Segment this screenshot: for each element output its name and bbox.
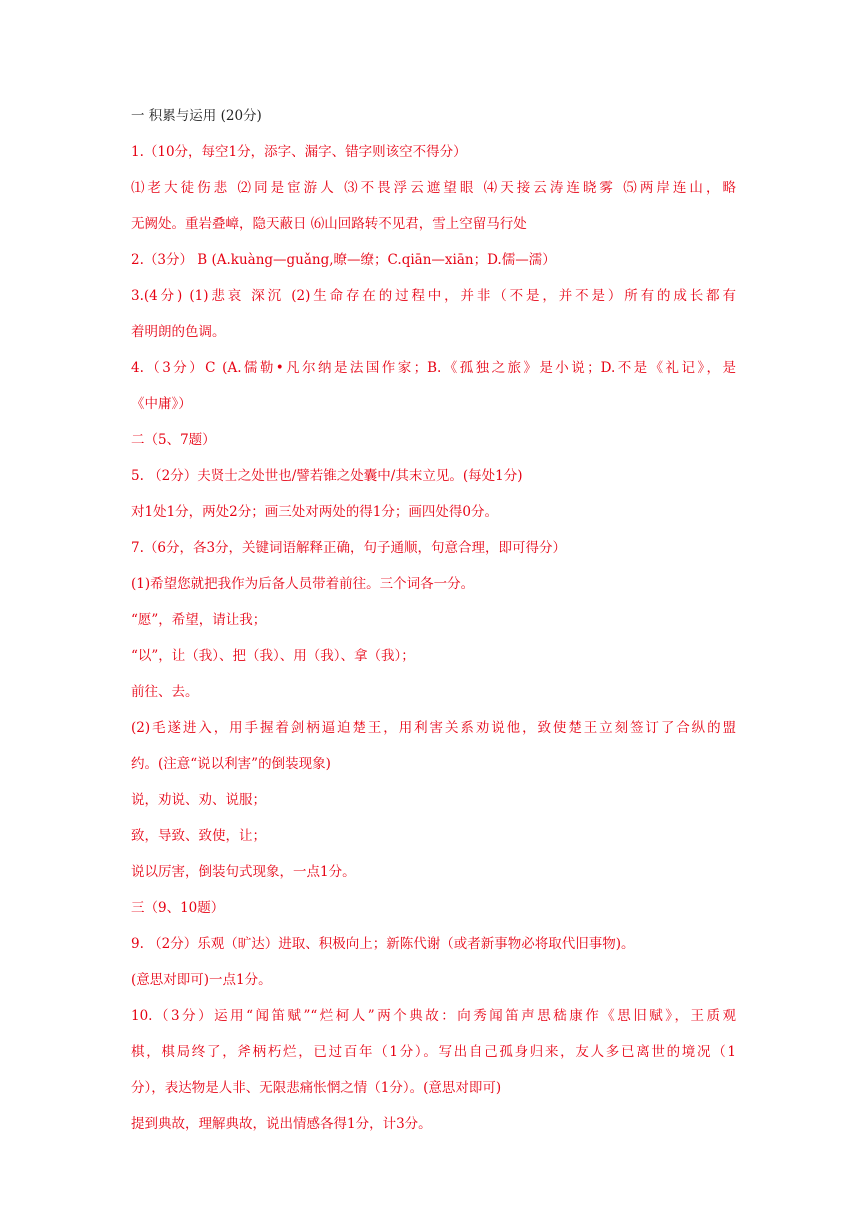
question-1-header: 1.（10分，每空1分，添字、漏字、错字则该空不得分）	[131, 144, 467, 160]
question-2-answer: 2.（3分） B (A.kuàng—guǎng,暸—缭；C.qiān—xiān；D.儒—濡）	[131, 252, 556, 268]
question-7-header: 7.（6分，各3分，关键词语解释正确，句子通顺，句意合理，即可得分）	[131, 540, 567, 556]
question-3-answer-line-1: 3.(4分) (1)悲哀 深沉 (2)生命存在的过程中，并非（不是，并不是）所有的成长都有	[131, 288, 736, 304]
question-5-scoring: 对1处1分，两处2分；画三处对两处的得1分；画四处得0分。	[131, 504, 498, 520]
question-7-part-1: (1)希望您就把我作为后备人员带着前往。三个词各一分。	[131, 576, 475, 592]
question-7-part-1-note-1: “愿”，希望，请让我；	[131, 612, 267, 628]
section-heading-1: 一 积累与运用 (20分)	[131, 108, 262, 124]
section-heading-3: 三（9、10题）	[131, 900, 225, 916]
section-heading-2: 二（5、7题）	[131, 432, 216, 448]
question-7-part-2-note-3: 说以厉害，倒装句式现象，一点1分。	[131, 864, 356, 880]
answer-key-content	[131, 106, 736, 1150]
question-7-part-1-note-2: “以”，让（我）、把（我）、用（我）、拿（我）；	[131, 648, 415, 664]
question-4-answer-line-2: 《中庸》）	[131, 396, 192, 412]
question-5-answer: 5. （2分）夫贤士之处世也/譬若锥之处囊中/其末立见。(每处1分)	[131, 468, 523, 484]
question-10-answer-line-3: 分），表达物是人非、无限悲痛怅惘之情（1分）。(意思对即可)	[131, 1080, 502, 1096]
question-1-answers-line-2: 无阙处。重岩叠嶂，隐天蔽日 ⑹山回路转不见君，雪上空留马行处	[131, 216, 527, 232]
question-7-part-1-note-3: 前往、去。	[131, 684, 199, 700]
question-1-answers-line-1: ⑴老大徒伤悲 ⑵同是宦游人 ⑶不畏浮云遮望眼 ⑷天接云涛连晓雾 ⑸两岸连山，略	[131, 180, 736, 196]
question-10-answer-line-2: 棋，棋局终了，斧柄朽烂，已过百年（1分）。写出自己孤身归来，友人多已离世的境况（1	[131, 1044, 736, 1060]
question-10-answer-line-1: 10.（3分）运用“闻笛赋”“烂柯人”两个典故：向秀闻笛声思嵇康作《思旧赋》，王质观	[131, 1008, 736, 1024]
question-7-part-2-line-2: 约。(注意“说以利害”的倒装现象)	[131, 756, 331, 772]
question-7-part-2-line-1: (2)毛遂进入，用手握着剑柄逼迫楚王，用利害关系劝说他，致使楚王立刻签订了合纵的盟	[131, 720, 736, 736]
question-9-scoring: (意思对即可)一点1分。	[131, 972, 272, 988]
question-7-part-2-note-1: 说，劝说、劝、说服；	[131, 792, 266, 808]
question-9-answer: 9. （2分）乐观（旷达）进取、积极向上；新陈代谢（或者新事物必将取代旧事物)。	[131, 936, 635, 952]
question-10-scoring: 提到典故，理解典故，说出情感各得1分，计3分。	[131, 1116, 432, 1132]
question-3-answer-line-2: 着明朗的色调。	[131, 324, 226, 340]
question-7-part-2-note-2: 致，导致、致使，让；	[131, 828, 266, 844]
question-4-answer-line-1: 4.（3分）C (A.儒勒•凡尔纳是法国作家；B.《孤独之旅》是小说；D.不是《礼记》，是	[131, 360, 736, 376]
